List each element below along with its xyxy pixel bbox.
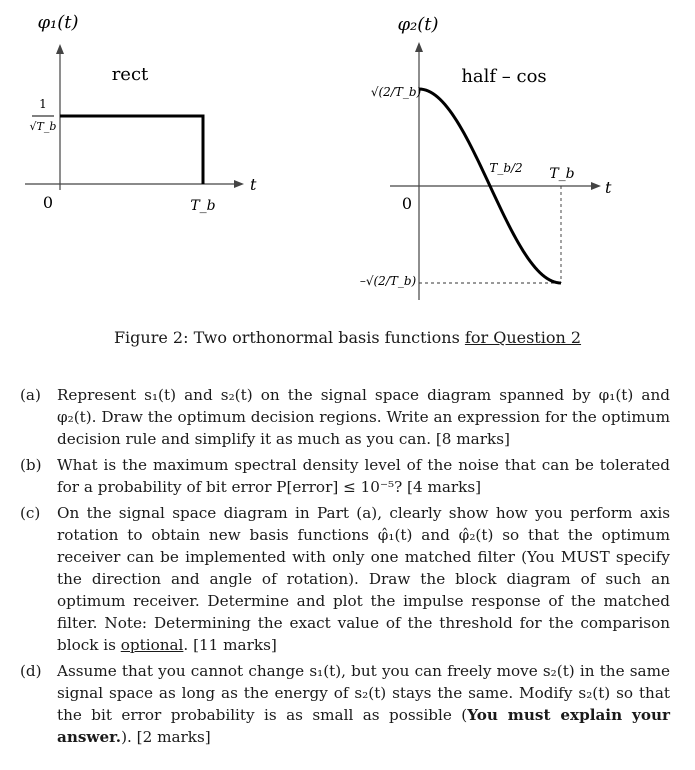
rect-pulse-curve bbox=[60, 116, 203, 184]
right-y-arrow-icon bbox=[415, 42, 423, 52]
question-text-end: . [11 marks] bbox=[183, 636, 277, 654]
question-c bbox=[20, 502, 670, 656]
left-x-label: t bbox=[250, 175, 257, 194]
optional-underlined: optional bbox=[120, 636, 184, 654]
right-bottom-value: –√(2/T_b) bbox=[359, 274, 417, 288]
right-origin-label: 0 bbox=[401, 194, 413, 213]
caption-text: Figure 2: Two orthonormal basis functions bbox=[113, 328, 465, 347]
left-y-label: φ₁(t) bbox=[37, 12, 79, 33]
question-text: Represent s₁(t) and s₂(t) on the signal space diagram spanned by φ₁(t) and φ₂(t). Draw the optimum decision regions. Write an expression for the optimum decision rule and simplify it as much as you can. [8 marks] bbox=[57, 386, 670, 448]
question-text-end: ). [2 marks] bbox=[121, 728, 211, 746]
question-list bbox=[20, 384, 670, 752]
right-x-arrow-icon bbox=[591, 182, 601, 190]
right-top-value: √(2/T_b) bbox=[370, 85, 422, 99]
left-plot bbox=[25, 12, 257, 214]
left-origin-label: 0 bbox=[42, 193, 54, 212]
figure-2 bbox=[0, 0, 695, 320]
question-a bbox=[20, 384, 670, 450]
question-b bbox=[20, 454, 670, 498]
left-amplitude-numerator: 1 bbox=[39, 97, 47, 111]
right-x-label: t bbox=[605, 178, 612, 197]
question-d bbox=[20, 660, 670, 748]
left-y-arrow-icon bbox=[56, 44, 64, 54]
left-tick-tb: T_b bbox=[190, 198, 216, 214]
caption-underlined: for Question 2 bbox=[464, 328, 582, 347]
right-plot-title: half – cos bbox=[461, 66, 547, 87]
right-plot bbox=[360, 14, 612, 300]
right-tick-tb: T_b bbox=[549, 166, 575, 182]
right-y-label: φ₂(t) bbox=[397, 14, 439, 35]
question-label: (d) bbox=[20, 662, 42, 680]
question-text: On the signal space diagram in Part (a), clearly show how you perform axis rotation to obtain new basis functions φ̂₁(t) and φ̂₂(t) so that the optimum receiver can be implemented with only one matched filter (You MUST specify the direction and angle of rotation). Draw the block diagram of such an optimum receiver. Determine and plot the impulse response of the matched filter. Note: Determining the exact value of the threshold for the comparison block is bbox=[57, 504, 670, 654]
question-label: (a) bbox=[20, 386, 41, 404]
left-x-arrow-icon bbox=[234, 180, 244, 188]
right-tick-half-tb: T_b/2 bbox=[489, 161, 523, 175]
must-explain-bold: You must explain your answer. bbox=[57, 706, 670, 746]
question-label: (c) bbox=[20, 504, 41, 522]
question-text: What is the maximum spectral density level of the noise that can be tolerated for a probability of bit error P[error] ≤ 10⁻⁵? [4 marks] bbox=[57, 456, 670, 496]
figure-caption bbox=[0, 328, 695, 347]
question-text: Assume that you cannot change s₁(t), but you can freely move s₂(t) in the same signal space as long as the energy of s₂(t) stays the same. Modify s₂(t) so that the bit error probability is as small as possible ( bbox=[57, 662, 670, 724]
question-label: (b) bbox=[20, 456, 42, 474]
left-plot-title: rect bbox=[111, 64, 149, 85]
left-amplitude-denominator: √T_b bbox=[29, 120, 57, 133]
